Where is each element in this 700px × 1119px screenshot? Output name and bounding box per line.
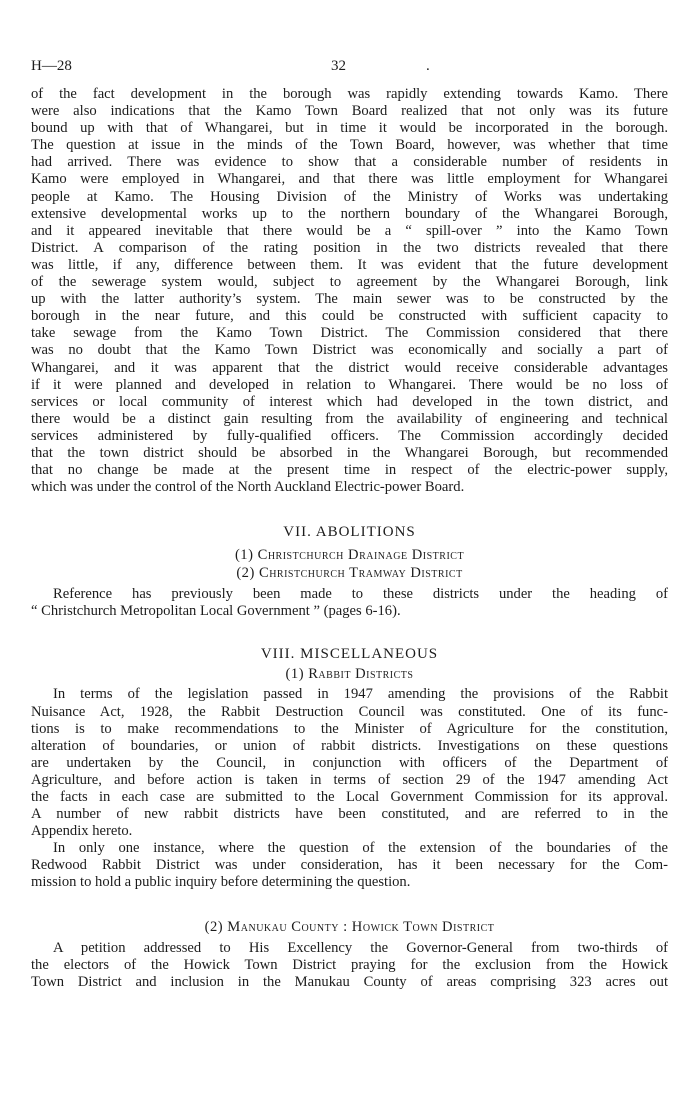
text-line: Town District and inclusion in the Manukau County of areas comprising 323 acres out <box>31 973 668 990</box>
text-line: mission to hold a public inquiry before determining the question. <box>31 874 411 891</box>
text-line: alteration of boundaries, or union of rabbit districts. Investigations on these questions <box>31 737 668 754</box>
text-line: and it appeared inevitable that there would be a “ spill-over ” into the Kamo Town <box>31 222 668 239</box>
text-line: bound up with that of Whangarei, but in time it would be incorporated in the borough. <box>31 120 668 137</box>
text-line: The question at issue in the minds of the Town Board, however, was whether that time <box>31 137 668 154</box>
text-line: was little, if any, difference between them. It was evident that the future development <box>31 256 668 273</box>
text-line: there would be a distinct gain resulting from the availability of engineering and technical <box>31 410 668 427</box>
text-line: services administered by fully-qualified officers. The Commission accordingly decided <box>31 427 668 444</box>
text-line: are undertaken by the Council, in conjunction with officers of the Department of <box>31 754 668 771</box>
text-line: people at Kamo. The Housing Division of the Ministry of Works was undertaking <box>31 188 668 205</box>
subsection-heading: (2) Manukau County : Howick Town District <box>204 918 495 935</box>
text-line: A number of new rabbit districts have been constituted, and are referred to in the <box>31 806 668 823</box>
text-line: Appendix hereto. <box>31 823 133 840</box>
subsection-heading: (2) Christchurch Tramway District <box>236 565 463 582</box>
text-line: In terms of the legislation passed in 1947 amending the provisions of the Rabbit <box>53 686 668 703</box>
text-line: Agriculture, and before action is taken in terms of section 29 of the 1947 amending Act <box>31 771 668 788</box>
page-header <box>31 58 668 84</box>
text-line: the electors of the Howick Town District praying for the exclusion from the Howick <box>31 956 668 973</box>
text-line: which was under the control of the North Auckland Electric-power Board. <box>31 479 465 496</box>
text-line: District. A comparison of the rating position in the two districts revealed that there <box>31 239 668 256</box>
text-line: Redwood Rabbit District was under consideration, has it been necessary for the Com- <box>31 857 668 874</box>
paragraph-kamo-town-district <box>31 86 668 496</box>
document-page <box>31 58 668 991</box>
text-line: Nuisance Act, 1928, the Rabbit Destruction Council was constituted. One of its func- <box>31 703 668 720</box>
text-line: A petition addressed to His Excellency the Governor-General from two-thirds of <box>53 939 668 956</box>
text-line: if it were planned and developed in relation to Whangarei. There would be no loss of <box>31 376 668 393</box>
text-line: was no doubt that the Kamo Town District was economically and socially a part of <box>31 342 668 359</box>
text-line: tions is to make recommendations to the Minister of Agriculture for the constitution, <box>31 720 668 737</box>
section-heading: VII. ABOLITIONS <box>283 524 416 541</box>
text-line: services or local community of interest which had developed in the town district, and <box>31 393 668 410</box>
text-line: take sewage from the Kamo Town District. The Commission considered that there <box>31 325 668 342</box>
text-line: Whangarei, and it was apparent that the district would receive considerable advantages <box>31 359 668 376</box>
text-line: up with the latter authority’s system. The main sewer was to be constructed by the <box>31 291 668 308</box>
text-line: of the sewerage system would, subject to agreement by the Whangarei Borough, link <box>31 274 668 291</box>
text-line: had arrived. There was evidence to show that a considerable number of residents in <box>31 154 668 171</box>
paragraph-rabbit-districts <box>31 686 668 840</box>
text-line: In only one instance, where the question of the extension of the boundaries of the <box>53 840 668 857</box>
text-line: were also indications that the Kamo Town Board realized that not only was its future <box>31 103 668 120</box>
paragraph-howick-petition <box>31 940 668 991</box>
text-line: of the fact development in the borough was rapidly extending towards Kamo. There <box>31 86 668 102</box>
header-mark: . <box>426 58 430 74</box>
paragraph-redwood-inquiry <box>31 840 668 891</box>
text-line: the facts in each case are submitted to the Local Government Commission for its approval. <box>31 789 668 805</box>
section-abolitions <box>31 524 668 620</box>
text-line: borough in the near future, and this could be constructed with sufficient capacity to <box>31 308 668 325</box>
document-reference: H—28 <box>31 58 72 74</box>
text-line: “ Christchurch Metropolitan Local Government ” (pages 6-16). <box>31 603 401 620</box>
section-miscellaneous <box>31 646 668 990</box>
text-line: that no change be made at the present time in respect of the electric-power supply, <box>31 462 668 479</box>
text-line: that the town district should be absorbed in the Whangarei Borough, but recommended <box>31 444 668 461</box>
page-number: 32 <box>331 58 346 74</box>
subsection-heading: (1) Rabbit Districts <box>285 666 414 683</box>
paragraph-abolitions <box>31 586 668 620</box>
subsection-heading: (1) Christchurch Drainage District <box>234 547 465 564</box>
text-line: extensive developmental works up to the northern boundary of the Whangarei Borough, <box>31 205 668 222</box>
text-line: Kamo were employed in Whangarei, and that there was little employment for Whangarei <box>31 171 668 188</box>
section-heading: VIII. MISCELLANEOUS <box>260 646 439 663</box>
text-line: Reference has previously been made to these districts under the heading of <box>53 586 668 603</box>
